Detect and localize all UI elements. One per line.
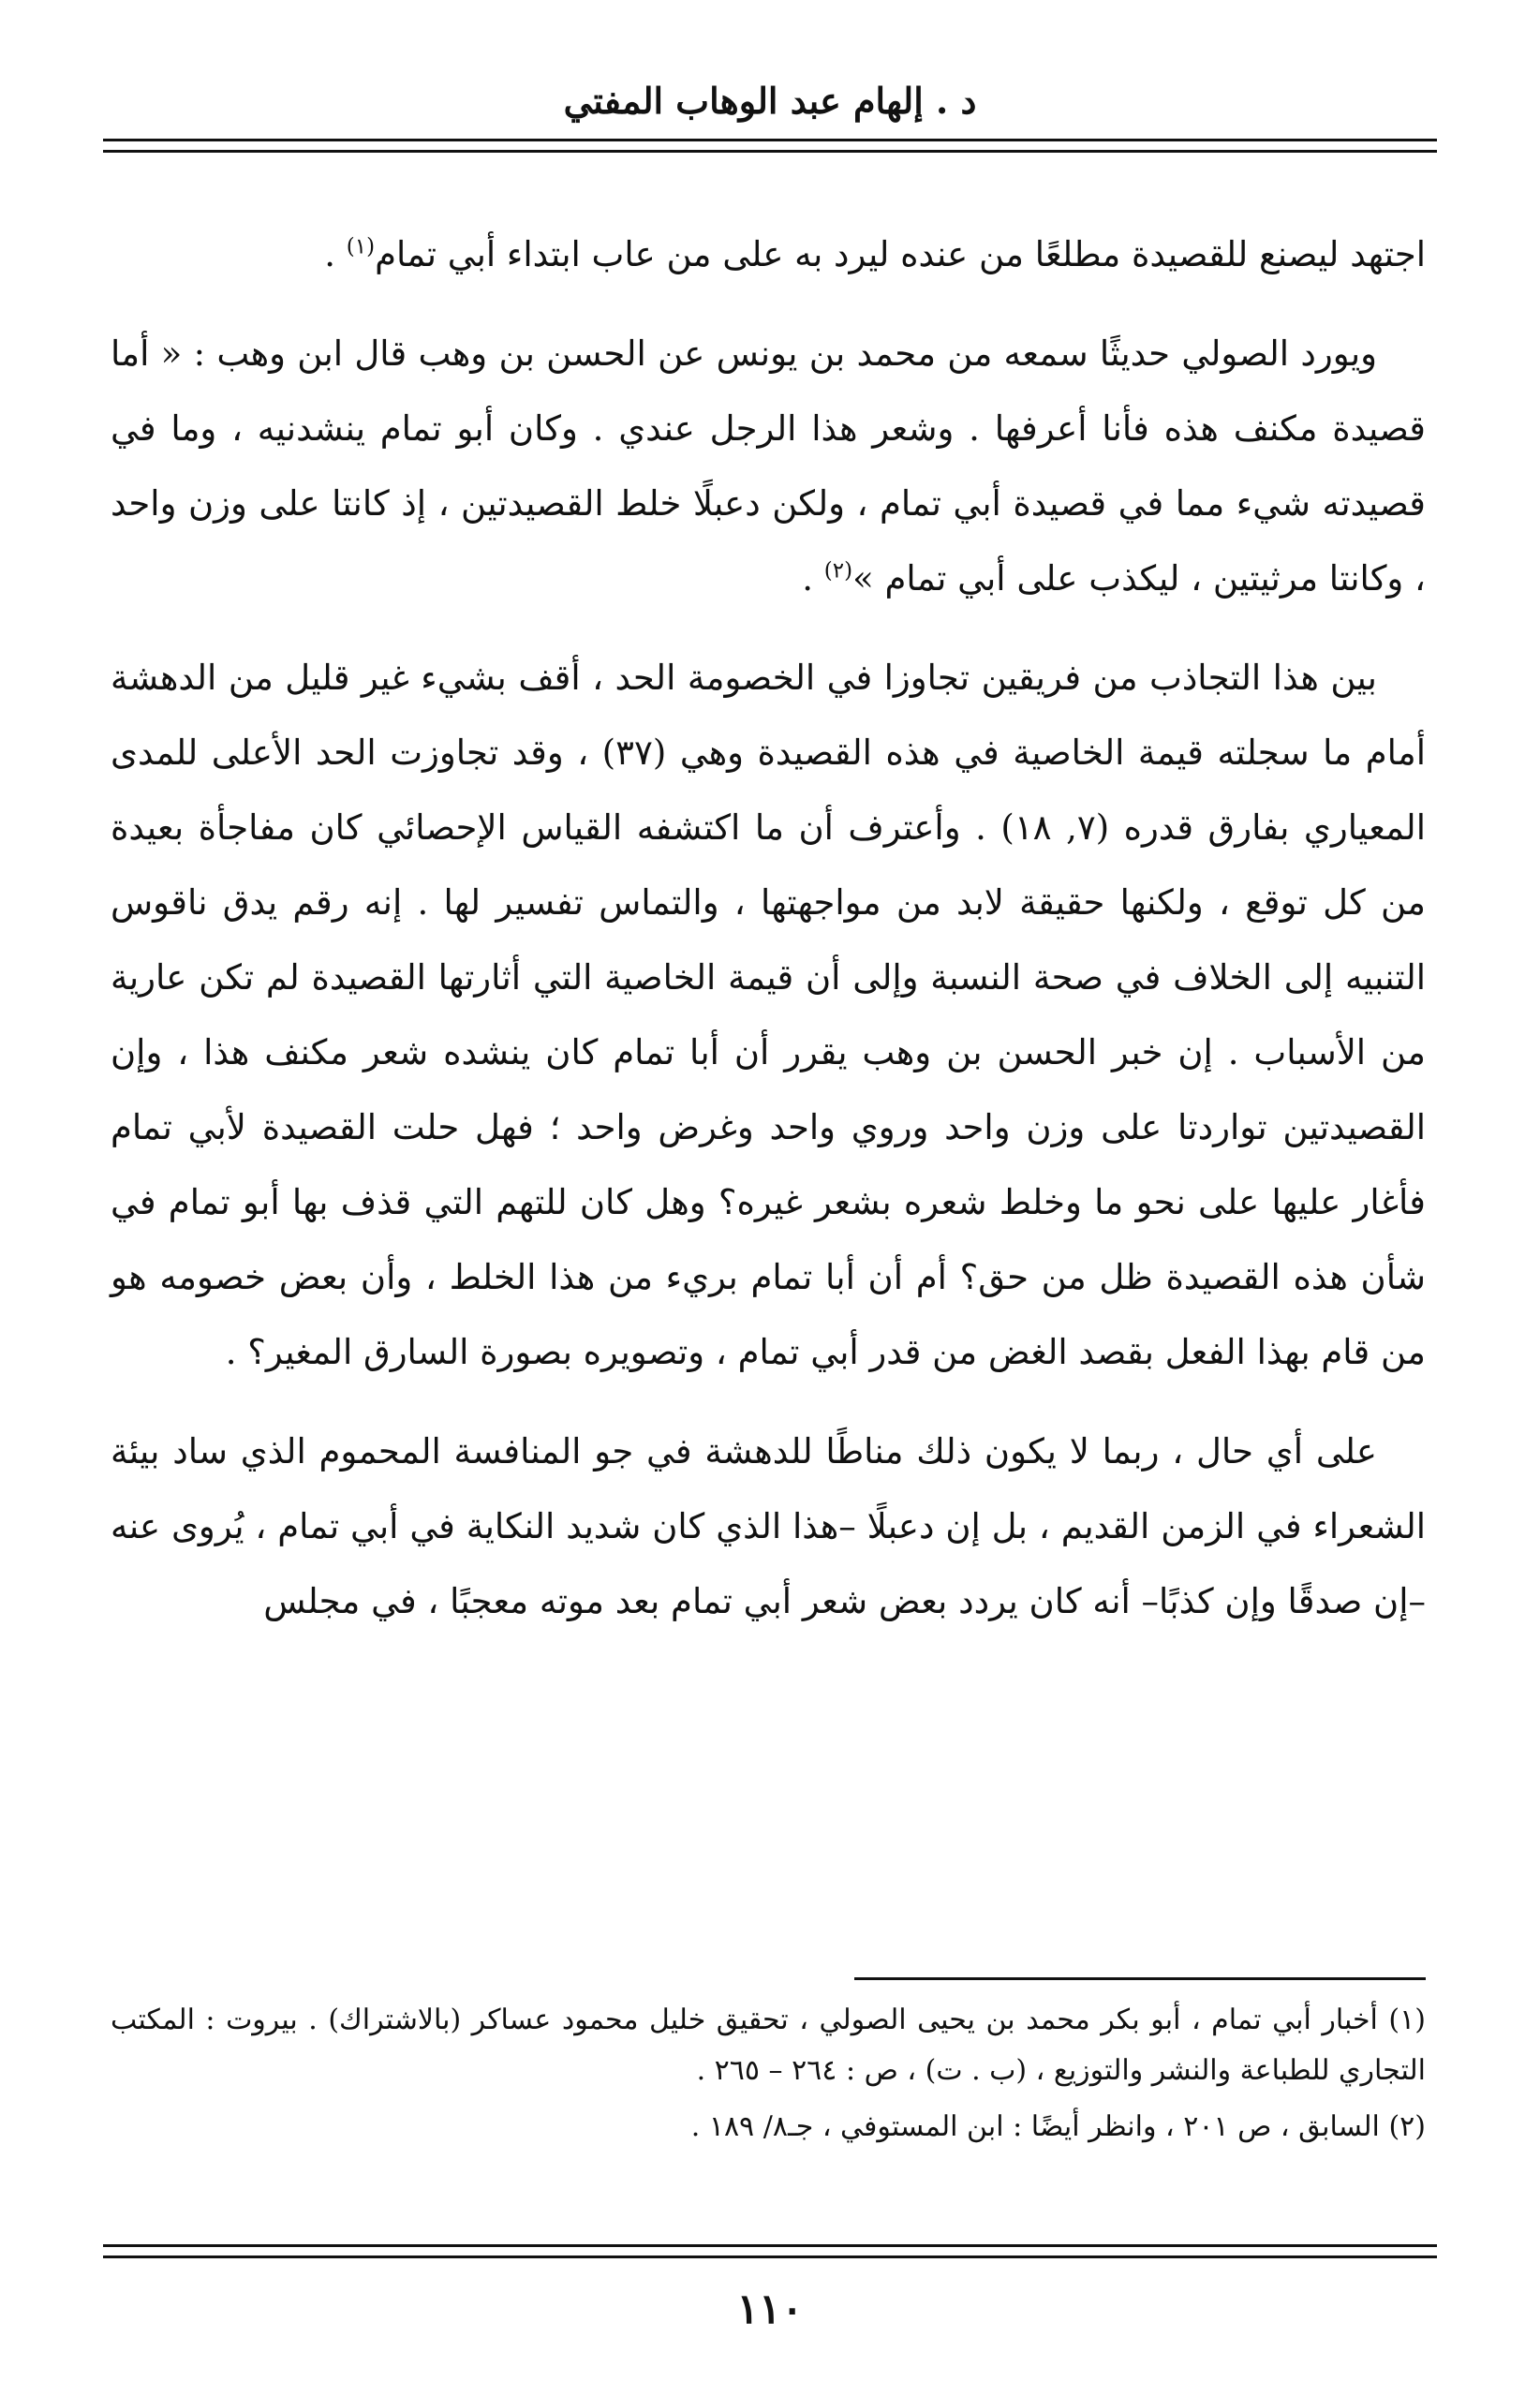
main-text	[111, 217, 1426, 1639]
paragraph-3	[111, 641, 1426, 1390]
paragraph-end: .	[324, 234, 347, 274]
paragraph-1	[111, 217, 1426, 292]
running-header: د . إلهام عبد الوهاب المفتي	[563, 80, 977, 122]
footnote-number: (١)	[1388, 2004, 1426, 2036]
paragraph-text: بين هذا التجاذب من فريقين تجاوزا في الخصومة الحد ، أقف بشيء غير قليل من الدهشة أمام ما سجلته قيمة الخاصية في هذه القصيدة وهي (٣٧) ، وقد تجاوزت الحد الأعلى للمدى المعياري بفارق قدره (٧, ١٨) . وأعترف أن ما اكتشفه القياس الإحصائي كان مفاجأة بعيدة من كل توقع ، ولكنها حقيقة لابد من مواجهتها ، والتماس تفسير لها . إنه رقم يدق ناقوس التنبيه إلى الخلاف في صحة النسبة وإلى أن قيمة الخاصية التي أثارتها القصيدة لم تكن عارية من الأسباب . إن خبر الحسن بن وهب يقرر أن أبا تمام كان ينشده شعر مكنف هذا ، وإن القصيدتين تواردتا على وزن واحد وروي واحد وغرض واحد ؛ فهل حلت القصيدة لأبي تمام فأغار عليها على نحو ما وخلط شعره بشعر غيره؟ وهل كان للتهم التي قذف بها أبو تمام في شأن هذه القصيدة ظل من حق؟ أم أن أبا تمام بريء من هذا الخلط ، وأن بعض خصومه هو من قام بهذا الفعل بقصد الغض من قدر أبي تمام ، وتصويره بصورة السارق المغير؟ .	[111, 658, 1426, 1372]
footnote-separator	[854, 1977, 1426, 1980]
paragraph-2	[111, 317, 1426, 616]
paragraph-4	[111, 1414, 1426, 1639]
footnote-2	[111, 2102, 1426, 2152]
footnote-text: السابق ، ص ٢٠١ ، وانظر أيضًا : ابن المستوفي ، جـ٨/ ١٨٩ .	[690, 2110, 1380, 2143]
header-double-rule	[103, 139, 1437, 153]
footnotes	[111, 1995, 1426, 2158]
page-number: ١١٠	[736, 2285, 804, 2333]
footnote-number: (٢)	[1388, 2110, 1426, 2143]
footer-double-rule	[103, 2244, 1437, 2258]
paragraph-end: .	[802, 558, 824, 599]
footnote-ref-2: (٢)	[823, 558, 853, 584]
paragraph-text: ويورد الصولي حديثًا سمعه من محمد بن يونس عن الحسن بن وهب قال ابن وهب : « أما قصيدة مكنف هذه فأنا أعرفها . وشعر هذا الرجل عندي . وكان أبو تمام ينشدنيه ، وما في قصيدته شيء مما في قصيدة أبي تمام ، ولكن دعبلًا خلط القصيدتين ، إذ كانتا على وزن واحد ، وكانتا مرثيتين ، ليكذب على أبي تمام »	[111, 333, 1426, 599]
paragraph-text: على أي حال ، ربما لا يكون ذلك مناطًا للدهشة في جو المنافسة المحموم الذي ساد بيئة الشعراء في الزمن القديم ، بل إن دعبلًا –هذا الذي كان شديد النكاية في أبي تمام ، يُروى عنه –إن صدقًا وإن كذبًا– أنه كان يردد بعض شعر أبي تمام بعد موته معجبًا ، في مجلس	[111, 1431, 1426, 1621]
paragraph-text: اجتهد ليصنع للقصيدة مطلعًا من عنده ليرد به على من عاب ابتداء أبي تمام	[375, 234, 1426, 274]
footnote-ref-1: (١)	[346, 234, 376, 259]
footnote-text: أخبار أبي تمام ، أبو بكر محمد بن يحيى الصولي ، تحقيق خليل محمود عساكر (بالاشتراك) . بيروت : المكتب التجاري للطباعة والنشر والتوزيع ، (ب . ت) ، ص : ٢٦٤ – ٢٦٥ .	[111, 2004, 1426, 2087]
footnote-1	[111, 1995, 1426, 2096]
